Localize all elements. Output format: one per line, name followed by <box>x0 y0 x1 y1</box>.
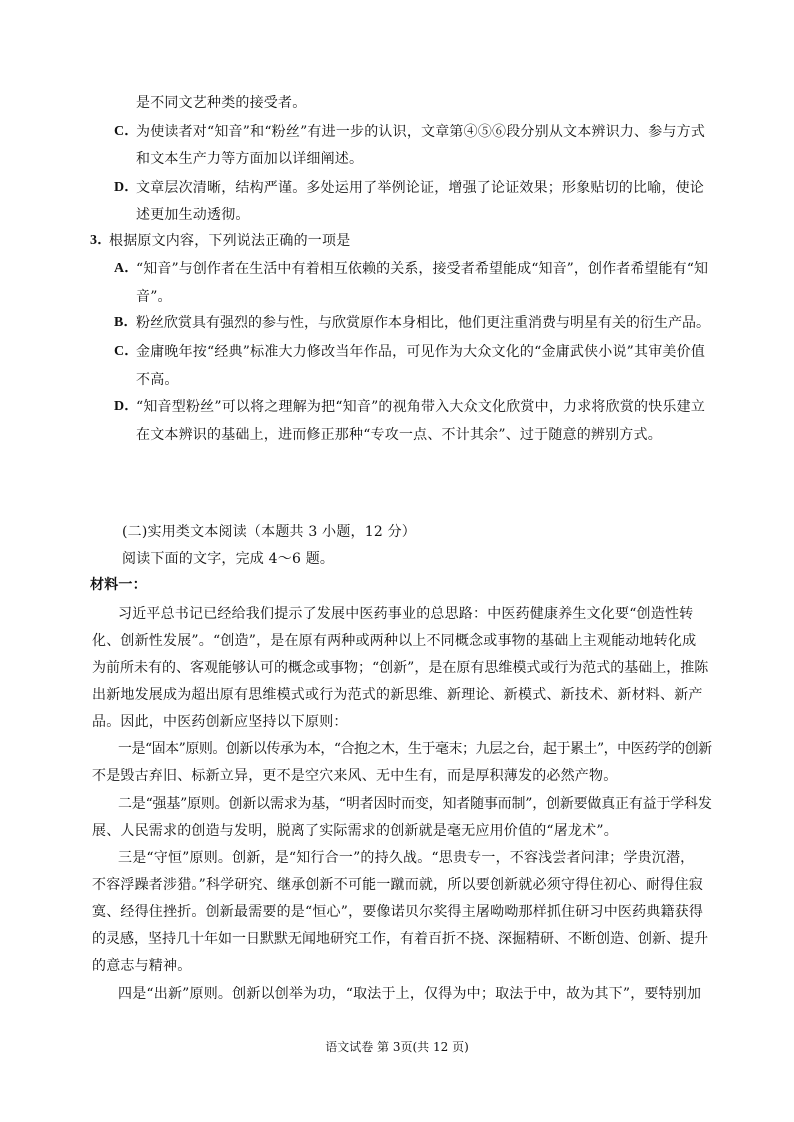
section-2-heading: (二)实用类文本阅读（本题共 3 小题，12 分） <box>122 524 416 540</box>
q3-option-d-line1: “知音型粉丝”可以将之理解为把“知音”的视角带入大众文化欣赏中，力求将欣赏的快乐建立 <box>136 399 706 415</box>
material-1-p1-line2: 化、创新性发展”。“创造”，是在原有两种或两种以上不同概念或事物的基础上主观能动地转化成 <box>92 633 697 649</box>
material-1-p3-line2: 展、人民需求的创造与发明，脱离了实际需求的创新就是毫无应用价值的“屠龙术”。 <box>92 823 618 839</box>
q3-stem: 根据原文内容，下列说法正确的一项是 <box>109 233 351 249</box>
material-1-p4-line2: 不容浮躁者涉猎。”科学研究、继承创新不可能一蹴而就，所以要创新就必须守得住初心、耐得住寂 <box>92 877 703 893</box>
material-1-p2-line2: 不是毁古弃旧、标新立异，更不是空穴来风、无中生有，而是厚积薄发的必然产物。 <box>92 768 618 784</box>
material-1-p1-line5: 品。因此，中医药创新应坚持以下原则： <box>92 714 348 730</box>
material-1-p5-line1: 四是“出新”原则。创新以创举为功，“取法于上，仅得为中；取法于中，故为其下”，要特别加 <box>118 986 702 1002</box>
section-2-instruction: 阅读下面的文字，完成 4～6 题。 <box>122 551 335 567</box>
material-1-title: 材料一： <box>90 577 147 593</box>
q2-option-c-line2: 和文本生产力等方面加以详细阐述。 <box>136 151 364 167</box>
q3-option-c-line2: 不高。 <box>136 372 179 388</box>
material-1-p1-line3: 为前所未有的、客观能够认可的概念或事物；“创新”，是在原有思维模式或行为范式的基础上，推陈 <box>92 660 709 676</box>
material-1-p1-line1: 习近平总书记已经给我们提示了发展中医药事业的总思路：中医药健康养生文化要“创造性转 <box>118 606 694 622</box>
q3-option-b-label: B． <box>114 315 138 330</box>
material-1-p4-line1: 三是“守恒”原则。创新，是“知行合一”的持久战。“思贵专一，不容浅尝者问津；学贵沉潜， <box>118 850 695 866</box>
q3-option-a-label: A． <box>114 261 139 276</box>
q2-option-c-line1: 为使读者对“知音”和“粉丝”有进一步的认识，文章第④⑤⑥段分别从文本辨识力、参与方式 <box>136 124 706 140</box>
material-1-p1-line4: 出新地发展成为超出原有思维模式或行为范式的新思维、新理论、新模式、新技术、新材料、新产 <box>92 687 703 703</box>
q2-option-b-continuation: 是不同文艺种类的接受者。 <box>136 95 307 111</box>
q3-option-b-line1: 粉丝欣赏具有强烈的参与性，与欣赏原作本身相比，他们更注重消费与明星有关的衍生产品。 <box>136 315 710 331</box>
q3-option-d-label: D． <box>114 399 139 414</box>
q3-option-a-line2: 音”。 <box>136 289 172 305</box>
material-1-p3-line1: 二是“强基”原则。创新以需求为基，“明者因时而变，知者随事而制”，创新要做真正有益于学科发 <box>118 796 712 812</box>
q3-option-d-line2: 在文本辨识的基础上，进而修正那种“专攻一点、不计其余”、过于随意的辨别方式。 <box>136 427 662 443</box>
q2-option-c-label: C． <box>114 124 139 139</box>
q3-number: 3． <box>90 233 112 248</box>
q3-option-c-line1: 金庸晚年按“经典”标准大力修改当年作品，可见作为大众文化的“金庸武侠小说”其审美价值 <box>136 344 706 360</box>
page-footer: 语文试卷 第 3页(共 12 页) <box>325 1040 469 1054</box>
material-1-p4-line4: 的灵感，坚持几十年如一日默默无闻地研究工作，有着百折不挠、深掘精研、不断创造、创新、提升 <box>92 931 708 947</box>
q2-option-d-label: D． <box>114 180 139 195</box>
q2-option-d-line1: 文章层次清晰，结构严谨。多处运用了举例论证，增强了论证效果；形象贴切的比喻，使论 <box>136 180 704 196</box>
material-1-p4-line5: 的意志与精神。 <box>92 958 192 974</box>
material-1-p4-line3: 寞、经得住挫折。创新最需要的是“恒心”，要像诺贝尔奖得主屠呦呦那样抓住研习中医药典籍获得 <box>92 904 704 920</box>
q3-option-a-line1: “知音”与创作者在生活中有着相互依赖的关系，接受者希望能成“知音”，创作者希望能有“知 <box>136 261 709 277</box>
q2-option-d-line2: 述更加生动透彻。 <box>136 207 250 223</box>
q3-option-c-label: C． <box>114 344 139 359</box>
material-1-p2-line1: 一是“固本”原则。创新以传承为本，“合抱之木，生于毫末；九层之台，起于累土”，中医药学的创新 <box>118 741 712 757</box>
